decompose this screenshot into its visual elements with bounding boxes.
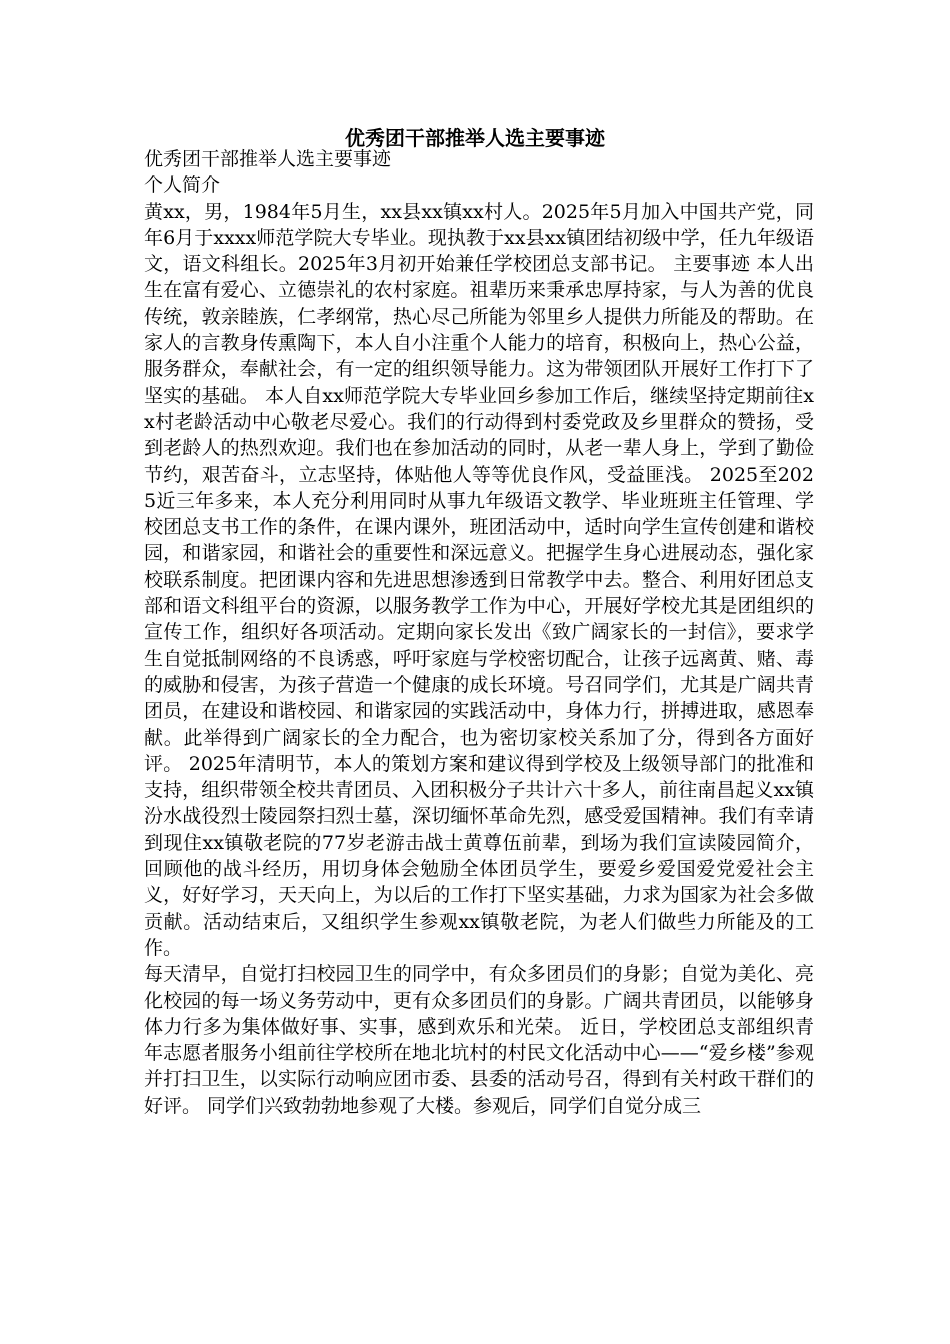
document-body	[144, 146, 814, 1119]
paragraph-volunteer-work: 每天清早，自觉打扫校园卫生的同学中，有众多团员们的身影；自觉为美化、亮化校园的每一场义务劳动中，更有众多团员们的身影。广阔共青团员，以能够身体力行多为集体做好事、实事，感到欢乐和光荣。 近日，学校团总支部组织青年志愿者服务小组前往学校所在地北坑村的村民文化活动中心——“爱乡楼”参观并打扫卫生，以实际行动响应团市委、县委的活动号召，得到有关村政干群们的好评。 同学们兴致勃勃地参观了大楼。参观后，同学们自觉分成三	[144, 963, 814, 1117]
document-subtitle: 优秀团干部推举人选主要事迹	[144, 148, 392, 170]
section-heading: 个人简介	[144, 174, 221, 197]
paragraph-personal-profile: 黄xx，男，1984年5月生，xx县xx镇xx村人。2025年5月加入中国共产党，同年6月于xxxx师范学院大专毕业。现执教于xx县xx镇团结初级中学，任九年级语文，语文科组长。2025年3月初开始兼任学校团总支部书记。 主要事迹 本人出生在富有爱心、立德崇礼的农村家庭。祖辈历来秉承忠厚持家，与人为善的优良传统，敦亲睦族，仁孝纲常，热心尽己所能为邻里乡人提供力所能及的帮助。在家人的言教身传熏陶下，本人自小注重个人能力的培育，积极向上，热心公益，服务群众，奉献社会，有一定的组织领导能力。这为带领团队开展好工作打下了坚实的基础。 本人自xx师范学院大专毕业回乡参加工作后，继续坚持定期前往xx村老龄活动中心敬老尽爱心。我们的行动得到村委党政及乡里群众的赞扬，受到老龄人的热烈欢迎。我们也在参加活动的同时，从老一辈人身上，学到了勤俭节约，艰苦奋斗，立志坚持，体贴他人等等优良作风，受益匪浅。 2025至2025近三年多来，本人充分利用同时从事九年级语文教学、毕业班班主任管理、学校团总支书工作的条件，在课内课外，班团活动中，适时向学生宣传创建和谐校园，和谐家园，和谐社会的重要性和深远意义。把握学生身心进展动态，强化家校联系制度。把团课内容和先进思想渗透到日常教学中去。整合、利用好团总支部和语文科组平台的资源，以服务教学工作为中心，开展好学校尤其是团组织的宣传工作，组织好各项活动。定期向家长发出《致广阔家长的一封信》，要求学生自觉抵制网络的不良诱惑，呼吁家庭与学校密切配合，让孩子远离黄、赌、毒的威胁和侵害，为孩子营造一个健康的成长环境。号召同学们，尤其是广阔共青团员，在建设和谐校园、和谐家园的实践活动中，身体力行，拼搏进取，感恩奉献。此举得到广阔家长的全力配合，也为密切家校关系加了分，得到各方面好评。 2025年清明节，本人的策划方案和建议得到学校及上级领导部门的批准和支持，组织带领全校共青团员、入团积极分子共计六十多人，前往南昌起义xx镇汾水战役烈士陵园祭扫烈士墓，深切缅怀革命先烈，感受爱国精神。我们有幸请到现住xx镇敬老院的77岁老游击战士黄尊伍前辈，到场为我们宣读陵园简介，回顾他的战斗经历，用切身体会勉励全体团员学生，要爱乡爱国爱党爱社会主义，好好学习，天天向上，为以后的工作打下坚实基础，力求为国家为社会多做贡献。活动结束后，又组织学生参观xx镇敬老院，为老人们做些力所能及的工作。	[144, 200, 814, 959]
document-title: 优秀团干部推举人选主要事迹	[345, 126, 605, 150]
